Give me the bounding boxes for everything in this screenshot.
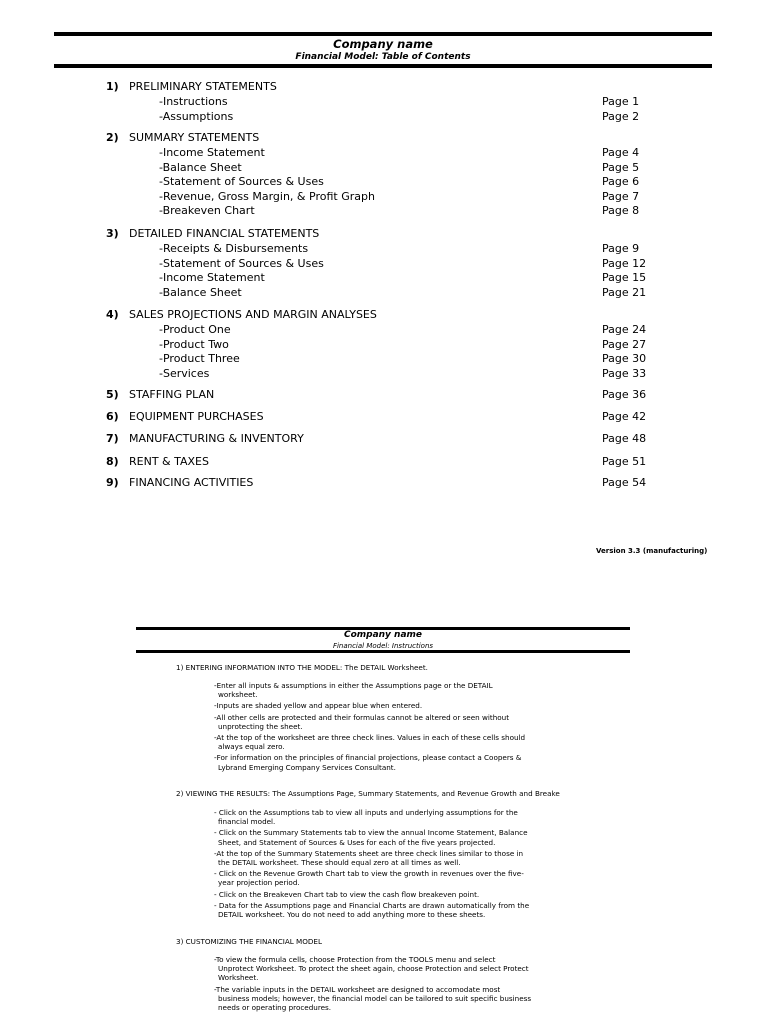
toc-page-number: Page 8	[602, 204, 640, 217]
toc-page-number: Page 27	[602, 337, 647, 351]
toc-item-label: -Income Statement	[159, 271, 265, 284]
toc-section-number: 3)	[106, 227, 119, 240]
toc-page-number: Page 21	[602, 285, 647, 299]
instruction-bullet	[214, 808, 594, 826]
toc-section-number: 1)	[106, 80, 119, 93]
toc-page-number: Page 7	[602, 189, 640, 203]
toc-item-label: -Product Two	[159, 337, 229, 351]
instruction-line: Worksheet.	[218, 973, 259, 983]
toc-page-number: Page 54	[602, 476, 647, 489]
toc-section-number: 4)	[106, 308, 119, 321]
instr-subtitle: Financial Model: Instructions	[332, 642, 434, 650]
toc-section-number: 8)	[106, 455, 119, 468]
instruction-line: the DETAIL worksheet. These should equal zero at all times as well.	[218, 858, 461, 867]
instruction-bullet	[214, 985, 594, 1013]
toc-item-label: -Services	[159, 366, 210, 380]
toc-item-label: -Breakeven Chart	[159, 204, 255, 217]
instruction-line: -The variable inputs in the DETAIL worksheet are designed to accomodate most	[214, 984, 501, 994]
toc-page-number: Page 42	[602, 410, 647, 423]
toc-section-title: PRELIMINARY STATEMENTS	[129, 80, 277, 93]
instruction-heading: 2) VIEWING THE RESULTS: The Assumptions Page, Summary Statements, and Revenue Growth and Breake	[176, 789, 560, 798]
toc-page-number: Page 30	[602, 352, 647, 365]
instruction-bullet	[214, 681, 594, 699]
toc-page-number: Page 6	[602, 175, 640, 188]
instruction-line: -For information on the principles of financial projections, please contact a Coopers &	[214, 753, 522, 763]
instruction-line: -Inputs are shaded yellow and appear blue when entered.	[214, 701, 423, 711]
instruction-line: -At the top of the Summary Statements sheet are three check lines similar to those in	[214, 848, 524, 858]
toc-page-number: Page 4	[602, 146, 640, 159]
instruction-line: unprotecting the sheet.	[218, 721, 303, 731]
instruction-bullet	[214, 828, 594, 846]
toc-page-number: Page 33	[602, 366, 647, 380]
toc-item-label: -Product One	[159, 323, 231, 336]
instruction-bullet	[214, 713, 594, 731]
toc-subtitle: Financial Model: Table of Contents	[295, 52, 471, 62]
instruction-line: - Click on the Breakeven Chart tab to view the cash flow breakeven point.	[214, 889, 480, 899]
instruction-bullet	[214, 901, 594, 919]
toc-item-label: -Assumptions	[159, 109, 234, 123]
instruction-bullet	[214, 955, 594, 983]
instruction-bullet	[214, 701, 594, 710]
toc-page-number: Page 48	[602, 432, 647, 445]
instruction-bullet	[214, 849, 594, 867]
instruction-bullet	[214, 753, 594, 771]
header-bottom-rule	[54, 64, 712, 68]
toc-page-number: Page 5	[602, 160, 640, 174]
toc-section-title: STAFFING PLAN	[129, 388, 215, 401]
toc-section-title: MANUFACTURING & INVENTORY	[129, 432, 304, 445]
instruction-line: - Click on the Revenue Growth Chart tab to view the growth in revenues over the five-	[214, 869, 524, 879]
toc-section-number: 7)	[106, 432, 119, 445]
toc-item-label: -Balance Sheet	[159, 285, 242, 299]
instruction-line: -All other cells are protected and their formulas cannot be altered or seen without	[214, 712, 510, 722]
instruction-line: business models; however, the financial model can be tailored to suit specific business	[218, 993, 532, 1003]
instruction-line: year projection period.	[218, 878, 300, 888]
toc-page-number: Page 1	[602, 95, 640, 108]
toc-section-title: FINANCING ACTIVITIES	[129, 476, 254, 489]
toc-item-label: -Instructions	[159, 95, 228, 108]
toc-item-label: -Receipts & Disbursements	[159, 242, 309, 255]
toc-page-number: Page 36	[602, 388, 647, 401]
toc-section-title: EQUIPMENT PURCHASES	[129, 410, 264, 423]
instruction-line: - Click on the Summary Statements tab to view the annual Income Statement, Balance	[214, 828, 528, 838]
top-rule-thick	[54, 32, 712, 36]
instruction-line: Unprotect Worksheet. To protect the sheet again, choose Protection and select Protect	[218, 964, 529, 974]
toc-page-number: Page 2	[602, 109, 640, 123]
instruction-heading: 3) CUSTOMIZING THE FINANCIAL MODEL	[176, 937, 322, 946]
instruction-line: DETAIL worksheet. You do not need to add anything more to these sheets.	[218, 910, 486, 919]
instruction-line: -Enter all inputs & assumptions in either the Assumptions page or the DETAIL	[214, 681, 493, 690]
instruction-line: - Click on the Assumptions tab to view all inputs and underlying assumptions for the	[214, 808, 518, 817]
toc-page-number: Page 12	[602, 256, 647, 270]
instr-header-bottom-rule	[136, 650, 630, 653]
instruction-line: needs or operating procedures.	[218, 1003, 332, 1012]
instruction-bullet	[214, 733, 594, 751]
instruction-line: worksheet.	[218, 690, 258, 700]
toc-section-number: 9)	[106, 476, 119, 489]
toc-section-title: SUMMARY STATEMENTS	[129, 131, 260, 144]
toc-item-label: -Statement of Sources & Uses	[159, 256, 324, 270]
instr-company-name: Company name	[343, 630, 423, 640]
toc-section-number: 6)	[106, 410, 119, 423]
instruction-line: financial model.	[218, 817, 276, 827]
toc-page-number: Page 51	[602, 455, 647, 468]
toc-section-number: 5)	[106, 388, 119, 401]
instruction-line: Lybrand Emerging Company Services Consultant.	[218, 762, 396, 772]
instruction-line: -To view the formula cells, choose Protection from the TOOLS menu and select	[214, 955, 496, 964]
toc-item-label: -Revenue, Gross Margin, & Profit Graph	[159, 189, 375, 203]
instruction-line: Sheet, and Statement of Sources & Uses for each of the five years projected.	[218, 837, 496, 847]
instruction-heading: 1) ENTERING INFORMATION INTO THE MODEL: The DETAIL Worksheet.	[176, 663, 428, 672]
company-name: Company name	[333, 37, 433, 51]
toc-page-number: Page 24	[602, 323, 647, 336]
toc-item-label: -Income Statement	[159, 146, 265, 159]
instruction-line: always equal zero.	[218, 742, 285, 752]
instruction-line: -At the top of the worksheet are three check lines. Values in each of these cells should	[214, 733, 526, 742]
instruction-bullet	[214, 869, 594, 887]
toc-section-number: 2)	[106, 131, 119, 144]
toc-item-label: -Product Three	[159, 352, 240, 365]
instruction-line: - Data for the Assumptions page and Financial Charts are drawn automatically from the	[214, 900, 530, 910]
toc-item-label: -Statement of Sources & Uses	[159, 175, 324, 188]
toc-section-title: SALES PROJECTIONS AND MARGIN ANALYSES	[129, 308, 377, 321]
toc-item-label: -Balance Sheet	[159, 160, 242, 174]
instruction-bullet	[214, 890, 594, 899]
toc-section-title: DETAILED FINANCIAL STATEMENTS	[129, 227, 320, 240]
toc-page-number: Page 9	[602, 242, 640, 255]
toc-page-number: Page 15	[602, 271, 647, 284]
version-label: Version 3.3 (manufacturing)	[596, 547, 708, 555]
toc-section-title: RENT & TAXES	[129, 455, 209, 468]
